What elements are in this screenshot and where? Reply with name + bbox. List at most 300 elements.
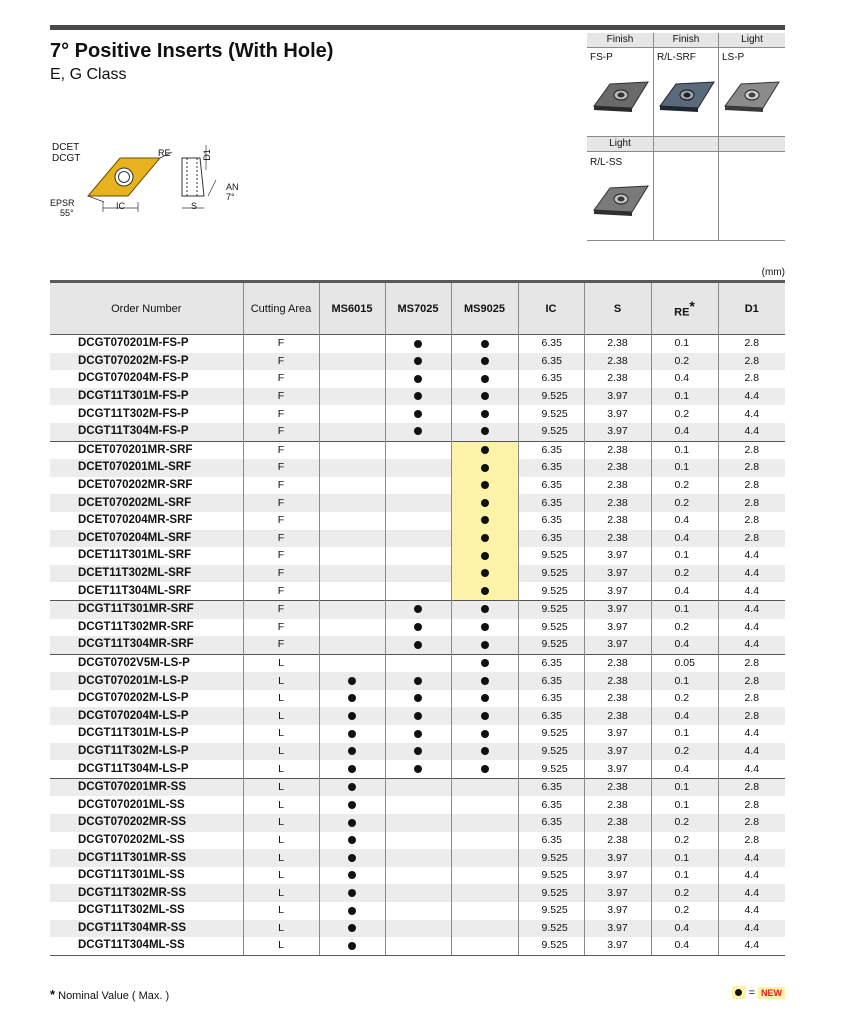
chipbreaker-name: R/L-SS [590, 157, 623, 168]
s-cell: 2.38 [584, 353, 651, 371]
grade-ms6015-cell [319, 441, 385, 459]
s-cell: 3.97 [584, 937, 651, 955]
d1-cell: 4.4 [744, 904, 760, 917]
re-cell: 0.1 [651, 725, 718, 743]
grade-ms9025-cell [451, 565, 518, 583]
availability-dot-icon [414, 765, 422, 773]
cutting-area-cell: F [243, 547, 319, 565]
chipbreaker-name: LS-P [722, 52, 745, 63]
availability-dot-icon [348, 694, 356, 702]
ic-cell: 6.35 [518, 459, 584, 477]
cutting-area-cell: F [243, 423, 319, 441]
table-row [50, 778, 785, 796]
grade-ms9025-cell [451, 477, 518, 495]
grade-ms7025-cell [385, 600, 451, 618]
availability-dot-icon [414, 410, 422, 418]
cutting-area-cell: F [243, 600, 319, 618]
order-number-cell: DCGT070202M-FS-P [50, 353, 243, 371]
grade-ms6015-cell [319, 388, 385, 406]
ic-cell: 9.525 [518, 902, 584, 920]
grade-ms9025-cell [451, 902, 518, 920]
cutting-area-cell: L [243, 832, 319, 850]
table-row [50, 353, 785, 371]
order-number-cell: DCGT070202ML-SS [50, 832, 243, 850]
availability-dot-icon [414, 392, 422, 400]
s-cell: 2.38 [584, 335, 651, 353]
s-cell: 3.97 [584, 743, 651, 761]
availability-dot-icon [414, 605, 422, 613]
grade-ms6015-cell [319, 814, 385, 832]
re-cell: 0.05 [651, 654, 718, 672]
grade-ms9025-cell [451, 494, 518, 512]
top-rule [50, 25, 785, 30]
order-number-cell: DCET070201ML-SRF [50, 459, 243, 477]
grade-ms6015-cell [319, 672, 385, 690]
grade-ms7025-cell [385, 494, 451, 512]
header-order-number: Order Number [50, 282, 243, 335]
availability-dot-icon [348, 677, 356, 685]
grade-ms6015-cell [319, 725, 385, 743]
availability-dot-icon [348, 712, 356, 720]
table-row [50, 636, 785, 654]
cutting-area-cell: F [243, 370, 319, 388]
grade-ms6015-cell [319, 743, 385, 761]
cutting-area-cell: F [243, 530, 319, 548]
grade-ms6015-cell [319, 405, 385, 423]
table-row [50, 920, 785, 938]
table-row [50, 405, 785, 423]
cutting-area-cell: F [243, 582, 319, 600]
cutting-area-cell: L [243, 920, 319, 938]
availability-dot-icon [414, 357, 422, 365]
grade-ms6015-cell [319, 353, 385, 371]
ic-cell: 6.35 [518, 690, 584, 708]
availability-dot-icon [348, 942, 356, 950]
grade-ms7025-cell [385, 370, 451, 388]
grade-ms6015-cell [319, 832, 385, 850]
ic-cell: 9.525 [518, 547, 584, 565]
grade-ms7025-cell [385, 902, 451, 920]
re-cell: 0.2 [651, 902, 718, 920]
ic-cell: 6.35 [518, 335, 584, 353]
s-cell: 2.38 [584, 512, 651, 530]
availability-dot-icon [414, 641, 422, 649]
order-number-cell: DCGT11T302ML-SS [50, 902, 243, 920]
ic-cell: 6.35 [518, 707, 584, 725]
d1-cell: 2.8 [718, 778, 785, 796]
availability-dot-icon [414, 623, 422, 631]
re-cell: 0.1 [651, 600, 718, 618]
s-cell: 2.38 [584, 459, 651, 477]
s-cell: 3.97 [584, 388, 651, 406]
chipbreaker-name: R/L-SRF [657, 52, 696, 63]
grade-ms7025-cell [385, 832, 451, 850]
s-cell: 2.38 [584, 778, 651, 796]
grade-ms9025-cell [451, 832, 518, 850]
availability-dot-icon [481, 410, 489, 418]
s-cell: 2.38 [584, 530, 651, 548]
grade-ms7025-cell [385, 636, 451, 654]
availability-dot-icon [348, 854, 356, 862]
d1-cell: 2.8 [744, 692, 760, 705]
table-row [50, 690, 785, 708]
grade-ms7025-cell [385, 849, 451, 867]
re-cell: 0.4 [651, 370, 718, 388]
ic-cell: 9.525 [518, 423, 584, 441]
table-row [50, 884, 785, 902]
table-row [50, 832, 785, 850]
d1-cell: 2.8 [718, 441, 785, 459]
grade-ms6015-cell [319, 530, 385, 548]
availability-dot-icon [348, 765, 356, 773]
cutting-area-cell: F [243, 405, 319, 423]
order-number-cell: DCET070202ML-SRF [50, 494, 243, 512]
chipbreaker-category: Light [587, 137, 653, 152]
d1-cell: 4.4 [718, 920, 785, 938]
s-cell: 3.97 [584, 725, 651, 743]
cutting-area-cell: F [243, 441, 319, 459]
re-cell: 0.4 [651, 920, 718, 938]
grade-ms9025-cell [451, 335, 518, 353]
grade-ms7025-cell [385, 796, 451, 814]
table-row [50, 707, 785, 725]
ic-cell: 9.525 [518, 725, 584, 743]
re-cell: 0.4 [651, 582, 718, 600]
cutting-area-cell: L [243, 707, 319, 725]
order-number-cell: DCGT11T302MR-SS [50, 884, 243, 902]
grade-ms9025-cell [451, 725, 518, 743]
d1-cell: 4.4 [744, 727, 760, 740]
header-d1: D1 [718, 282, 785, 335]
ic-cell: 6.35 [518, 441, 584, 459]
grade-ms6015-cell [319, 796, 385, 814]
availability-dot-icon [414, 694, 422, 702]
header-s: S [584, 282, 651, 335]
re-cell: 0.4 [651, 760, 718, 778]
s-cell: 2.38 [584, 672, 651, 690]
grade-ms7025-cell [385, 814, 451, 832]
table-row [50, 388, 785, 406]
grade-ms7025-cell [385, 353, 451, 371]
cutting-area-cell: F [243, 512, 319, 530]
header-ms7025: MS7025 [385, 282, 451, 335]
availability-dot-icon [481, 516, 489, 524]
grade-ms7025-cell [385, 441, 451, 459]
order-number-cell: DCGT070204M-FS-P [50, 370, 243, 388]
grade-ms7025-cell [385, 405, 451, 423]
grade-ms6015-cell [319, 707, 385, 725]
ic-cell: 6.35 [518, 778, 584, 796]
cutting-area-cell: F [243, 459, 319, 477]
table-row [50, 619, 785, 637]
cutting-area-cell: F [243, 477, 319, 495]
grade-ms9025-cell [451, 370, 518, 388]
grade-ms7025-cell [385, 884, 451, 902]
re-cell: 0.4 [651, 512, 718, 530]
table-row [50, 335, 785, 353]
grade-ms7025-cell [385, 725, 451, 743]
availability-dot-icon [414, 712, 422, 720]
availability-dot-icon [481, 641, 489, 649]
ic-cell: 6.35 [518, 814, 584, 832]
s-cell: 3.97 [584, 423, 651, 441]
availability-dot-icon [348, 783, 356, 791]
grade-ms9025-cell [451, 441, 518, 459]
availability-dot-icon [481, 499, 489, 507]
cutting-area-cell: F [243, 335, 319, 353]
re-cell: 0.2 [651, 619, 718, 637]
availability-dot-icon [481, 481, 489, 489]
grade-ms6015-cell [319, 937, 385, 955]
ic-cell: 6.35 [518, 353, 584, 371]
ic-cell: 9.525 [518, 619, 584, 637]
ic-cell: 9.525 [518, 849, 584, 867]
availability-dot-icon [348, 730, 356, 738]
table-row [50, 423, 785, 441]
s-cell: 2.38 [584, 814, 651, 832]
table-row [50, 796, 785, 814]
availability-dot-icon [481, 587, 489, 595]
insert-code: DCET [52, 142, 80, 153]
insert-photo-fs-p [592, 78, 650, 114]
cutting-area-cell: L [243, 884, 319, 902]
cutting-area-cell: F [243, 388, 319, 406]
insert-photo-ss [592, 182, 650, 218]
grade-ms6015-cell [319, 600, 385, 618]
order-number-cell: DCGT11T301M-LS-P [50, 725, 243, 743]
re-cell: 0.4 [651, 707, 718, 725]
grade-ms6015-cell [319, 477, 385, 495]
grade-ms9025-cell [451, 636, 518, 654]
re-cell: 0.1 [651, 796, 718, 814]
availability-dot-icon [481, 712, 489, 720]
s-cell: 2.38 [584, 832, 651, 850]
ic-cell: 6.35 [518, 370, 584, 388]
ic-cell: 9.525 [518, 388, 584, 406]
grade-ms9025-cell [451, 743, 518, 761]
table-row [50, 477, 785, 495]
grade-ms9025-cell [451, 582, 518, 600]
grade-ms6015-cell [319, 778, 385, 796]
availability-dot-icon [481, 569, 489, 577]
order-number-cell: DCGT11T304MR-SS [50, 920, 243, 938]
s-cell: 3.97 [584, 582, 651, 600]
ic-cell: 9.525 [518, 884, 584, 902]
angle-label: 7° [226, 192, 235, 202]
order-number-cell: DCGT070201M-FS-P [50, 335, 243, 353]
header-ic: IC [518, 282, 584, 335]
s-cell: 2.38 [584, 796, 651, 814]
availability-dot-icon [414, 677, 422, 685]
grade-ms7025-cell [385, 512, 451, 530]
table-row [50, 370, 785, 388]
availability-dot-icon [348, 747, 356, 755]
table-row [50, 494, 785, 512]
availability-dot-icon [481, 747, 489, 755]
availability-dot-icon [481, 694, 489, 702]
grade-ms6015-cell [319, 636, 385, 654]
header-cutting-area: Cutting Area [243, 282, 319, 335]
order-number-cell: DCGT0702V5M-LS-P [50, 654, 243, 672]
grade-ms6015-cell [319, 582, 385, 600]
s-cell: 3.97 [584, 547, 651, 565]
page-subtitle: E, G Class [50, 66, 127, 83]
re-cell: 0.4 [651, 636, 718, 654]
grade-ms9025-cell [451, 654, 518, 672]
grade-ms9025-cell [451, 619, 518, 637]
grade-ms6015-cell [319, 760, 385, 778]
d1-cell: 4.4 [744, 549, 760, 562]
re-cell: 0.2 [651, 353, 718, 371]
re-cell: 0.2 [651, 832, 718, 850]
grade-ms7025-cell [385, 565, 451, 583]
availability-dot-icon [481, 392, 489, 400]
table-row [50, 654, 785, 672]
grade-ms6015-cell [319, 494, 385, 512]
availability-dot-icon [348, 889, 356, 897]
ic-cell: 6.35 [518, 832, 584, 850]
re-cell: 0.2 [651, 494, 718, 512]
ic-cell: 6.35 [518, 796, 584, 814]
table-row [50, 902, 785, 920]
availability-dot-icon [348, 836, 356, 844]
availability-dot-icon [481, 357, 489, 365]
availability-dot-icon [481, 765, 489, 773]
table-body [50, 335, 785, 956]
cutting-area-cell: L [243, 814, 319, 832]
re-cell: 0.2 [651, 405, 718, 423]
grade-ms9025-cell [451, 690, 518, 708]
grade-ms9025-cell [451, 796, 518, 814]
availability-dot-icon [481, 730, 489, 738]
availability-dot-icon [348, 819, 356, 827]
grade-ms6015-cell [319, 849, 385, 867]
cutting-area-cell: F [243, 619, 319, 637]
availability-dot-icon [481, 623, 489, 631]
table-row [50, 600, 785, 618]
grade-ms9025-cell [451, 459, 518, 477]
ic-cell: 9.525 [518, 760, 584, 778]
re-cell: 0.4 [651, 530, 718, 548]
order-number-cell: DCGT070204M-LS-P [50, 707, 243, 725]
product-table [50, 280, 785, 956]
grid-line [587, 240, 785, 241]
grade-ms9025-cell [451, 512, 518, 530]
d1-cell: 4.4 [718, 388, 785, 406]
d1-cell: 4.4 [744, 762, 760, 775]
s-cell: 2.38 [584, 494, 651, 512]
availability-dot-icon [414, 340, 422, 348]
cutting-area-cell: L [243, 725, 319, 743]
s-cell: 3.97 [584, 884, 651, 902]
empty-header-cell [719, 137, 785, 152]
cutting-area-cell: F [243, 353, 319, 371]
table-row [50, 743, 785, 761]
grade-ms7025-cell [385, 582, 451, 600]
re-cell: 0.1 [651, 849, 718, 867]
grid-line [587, 136, 785, 137]
d1-cell: 4.4 [718, 743, 785, 761]
re-cell: 0.2 [651, 743, 718, 761]
availability-dot-icon [481, 446, 489, 454]
s-label: S [191, 201, 198, 211]
grade-ms6015-cell [319, 884, 385, 902]
grade-ms6015-cell [319, 423, 385, 441]
order-number-cell: DCGT070201MR-SS [50, 778, 243, 796]
re-cell: 0.1 [651, 547, 718, 565]
grade-ms9025-cell [451, 672, 518, 690]
d1-cell: 4.4 [718, 884, 785, 902]
order-number-cell: DCGT070201M-LS-P [50, 672, 243, 690]
grade-ms6015-cell [319, 512, 385, 530]
d1-cell: 2.8 [744, 372, 760, 385]
table-row [50, 512, 785, 530]
grade-ms6015-cell [319, 920, 385, 938]
s-cell: 3.97 [584, 849, 651, 867]
s-cell: 3.97 [584, 760, 651, 778]
order-number-cell: DCET11T304ML-SRF [50, 582, 243, 600]
re-cell: 0.2 [651, 690, 718, 708]
order-number-cell: DCGT11T304ML-SS [50, 937, 243, 955]
insert-geometry-diagram [48, 140, 253, 220]
table-row [50, 547, 785, 565]
availability-dot-icon [414, 375, 422, 383]
ic-cell: 6.35 [518, 654, 584, 672]
order-number-cell: DCET11T301ML-SRF [50, 547, 243, 565]
ic-cell: 6.35 [518, 512, 584, 530]
d1-cell: 4.4 [718, 636, 785, 654]
availability-dot-icon [348, 801, 356, 809]
order-number-cell: DCGT11T304M-LS-P [50, 760, 243, 778]
epsr-label: EPSR [50, 198, 75, 208]
re-cell: 0.1 [651, 459, 718, 477]
ic-cell: 6.35 [518, 530, 584, 548]
ic-cell: 6.35 [518, 494, 584, 512]
grade-ms9025-cell [451, 353, 518, 371]
grade-ms6015-cell [319, 690, 385, 708]
ic-cell: 9.525 [518, 743, 584, 761]
re-cell: 0.4 [651, 937, 718, 955]
grade-ms7025-cell [385, 778, 451, 796]
s-cell: 2.38 [584, 707, 651, 725]
grade-ms7025-cell [385, 335, 451, 353]
cutting-area-cell: L [243, 654, 319, 672]
chipbreaker-category: Finish [587, 33, 653, 48]
ic-cell: 9.525 [518, 565, 584, 583]
d1-cell: 4.4 [718, 565, 785, 583]
re-cell: 0.2 [651, 814, 718, 832]
cutting-area-cell: L [243, 867, 319, 885]
order-number-cell: DCET070204ML-SRF [50, 530, 243, 548]
d1-cell: 2.8 [744, 514, 760, 527]
grade-ms9025-cell [451, 867, 518, 885]
insert-drawing [48, 140, 253, 220]
availability-dot-icon [414, 427, 422, 435]
legend-equals: = [748, 986, 755, 999]
grade-ms6015-cell [319, 654, 385, 672]
header-re [651, 282, 718, 335]
grade-ms9025-cell [451, 405, 518, 423]
re-cell: 0.1 [651, 672, 718, 690]
ic-label: IC [116, 201, 125, 211]
availability-dot-icon [481, 605, 489, 613]
table-row [50, 814, 785, 832]
order-number-cell: DCET070201MR-SRF [50, 441, 243, 459]
d1-cell: 2.8 [744, 337, 760, 350]
d1-cell: 2.8 [718, 814, 785, 832]
empty-header-cell [654, 137, 718, 152]
grade-ms7025-cell [385, 547, 451, 565]
